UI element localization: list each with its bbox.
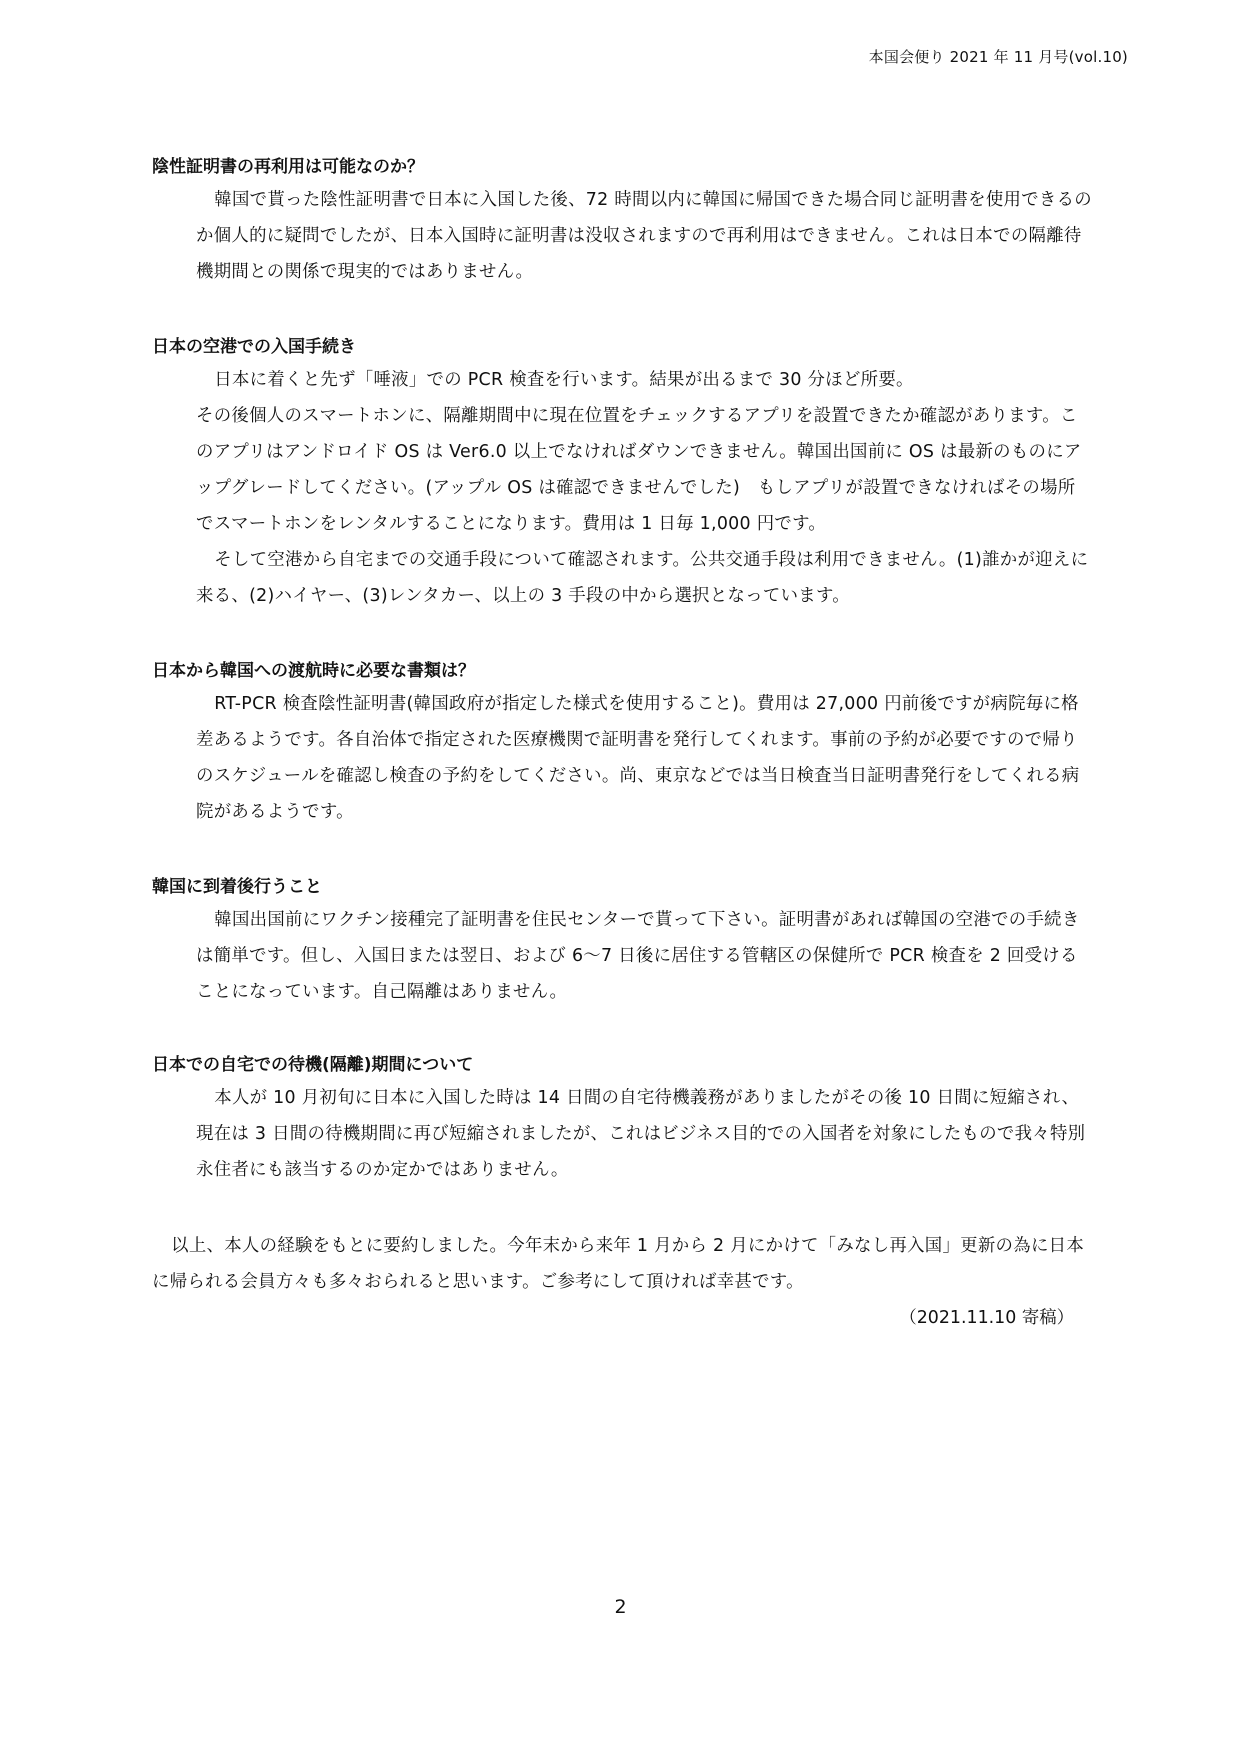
section-text: [196, 362, 1092, 614]
signoff-date: （2021.11.10 寄稿）: [899, 1308, 1074, 1328]
section-after-arrival-korea: [152, 872, 1092, 1010]
page-number: 2: [614, 1596, 627, 1618]
section-heading: 日本から韓国への渡航時に必要な書類は？: [152, 661, 475, 681]
article-body: [152, 152, 1092, 1336]
paragraph: そして空港から自宅までの交通手段について確認されます。公共交通手段は利用できません。(1)誰かが迎えに来る、(2)ハイヤー、(3)レンタカー、以上の 3 手段の中から選択となっています。: [196, 550, 1089, 606]
section-text: [196, 1080, 1092, 1188]
section-text: [196, 686, 1092, 830]
paragraph: 本人が 10 月初旬に日本に入国した時は 14 日間の自宅待機義務がありましたがその後 10 日間に短縮され、現在は 3 日間の待機期間に再び短縮されましたが、これはビジネス目的での入国者を対象にしたもので我々特別永住者にも該当するのか定かではありません。: [196, 1088, 1086, 1180]
paragraph: RT-PCR 検査陰性証明書(韓国政府が指定した様式を使用すること)。費用は 27,000 円前後ですが病院毎に格差あるようです。各自治体で指定された医療機関で証明書を発行してくれます。事前の予約が必要ですので帰りのスケジュールを確認し検査の予約をしてください。尚、東京などでは当日検査当日証明書発行をしてくれる病院があるようです。: [196, 694, 1080, 822]
paragraph: 韓国で貰った陰性証明書で日本に入国した後、72 時間以内に韓国に帰国できた場合同じ証明書を使用できるのか個人的に疑問でしたが、日本入国時に証明書は没収されますので再利用はできません。これは日本での隔離待機期間との関係で現実的ではありません。: [196, 190, 1092, 282]
section-text: [196, 182, 1092, 290]
section-heading: 韓国に到着後行うこと: [152, 877, 322, 897]
section-heading: 陰性証明書の再利用は可能なのか？: [152, 157, 424, 177]
section-quarantine-period: [152, 1050, 1092, 1188]
closing-paragraph: 以上、本人の経験をもとに要約しました。今年末から来年 1 月から 2 月にかけて「みなし再入国」更新の為に日本に帰られる会員方々も多々おられると思います。ご参考にして頂ければ幸甚です。: [152, 1236, 1085, 1292]
section-certificate-reuse: [152, 152, 1092, 290]
section-required-documents: [152, 656, 1092, 830]
paragraph: その後個人のスマートホンに、隔離期間中に現在位置をチェックするアプリを設置できたか確認があります。このアプリはアンドロイド OS は Ver6.0 以上でなければダウンできません。韓国出国前に OS は最新のものにアップグレードしてください。(アップル OS は確認できませんでした) もしアプリが設置できなければその場所でスマートホンをレンタルすることになります。費用は 1 日毎 1,000 円です。: [196, 406, 1082, 534]
paragraph: 韓国出国前にワクチン接種完了証明書を住民センターで貰って下さい。証明書があれば韓国の空港での手続きは簡単です。但し、入国日または翌日、および 6～7 日後に居住する管轄区の保健所で PCR 検査を 2 回受けることになっています。自己隔離はありません。: [196, 910, 1080, 1002]
newsletter-header: 本国会便り 2021 年 11 月号(vol.10): [868, 48, 1128, 66]
section-heading: 日本での自宅での待機(隔離)期間について: [152, 1055, 474, 1075]
section-heading: 日本の空港での入国手続き: [152, 337, 356, 357]
section-japan-airport-entry: [152, 332, 1092, 614]
paragraph: 日本に着くと先ず「唾液」での PCR 検査を行います。結果が出るまで 30 分ほど所要。: [214, 370, 914, 390]
section-text: [196, 902, 1092, 1010]
